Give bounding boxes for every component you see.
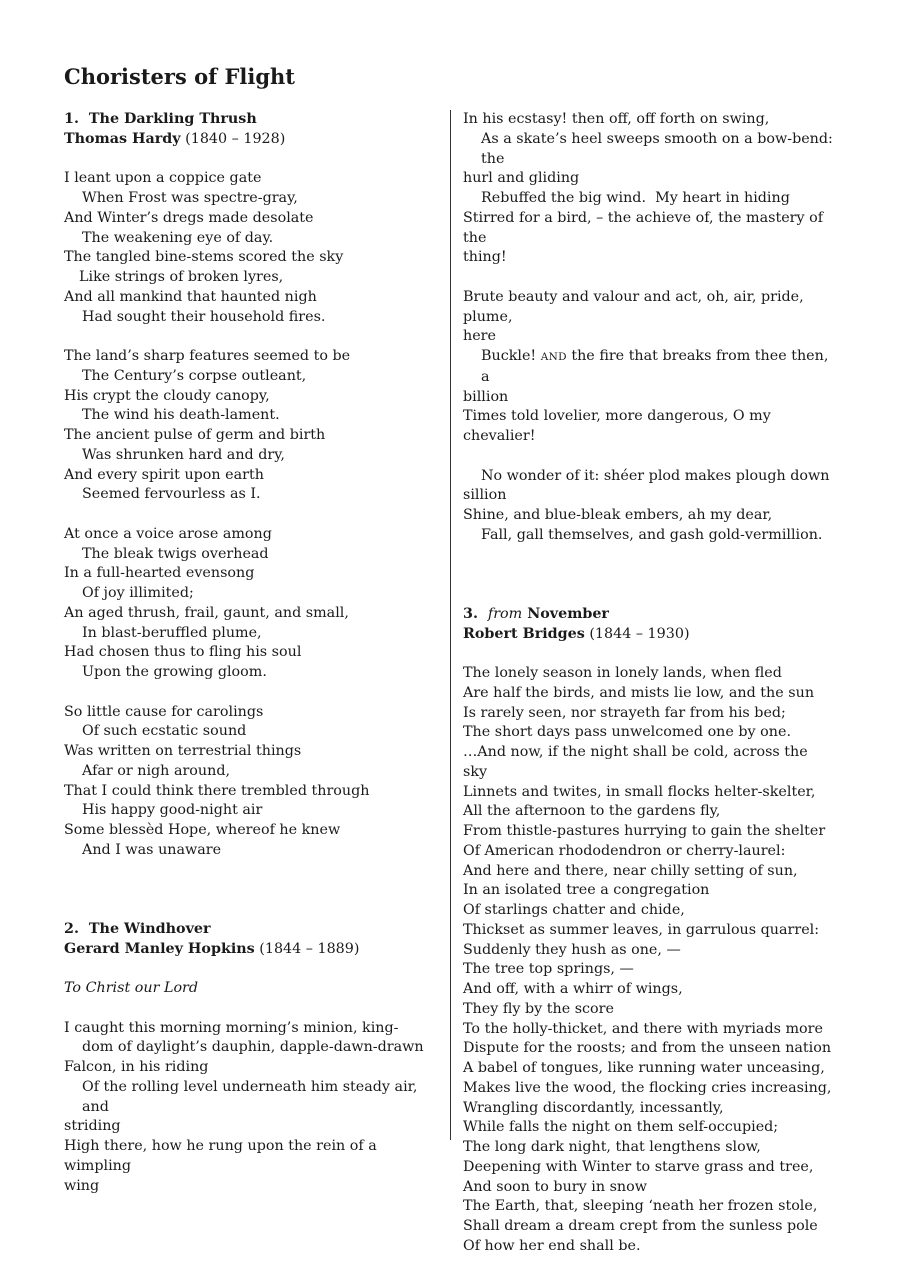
poem2-stanza-1-part-1 xyxy=(64,1019,436,1197)
small-caps-and: AND xyxy=(540,351,567,363)
poem-line: Dispute for the roosts; and from the unseen nation xyxy=(463,1040,832,1057)
poem-line: Stirred for a bird, – the achieve of, the mastery of the xyxy=(463,209,828,246)
page-title: Choristers of Flight xyxy=(64,64,295,89)
poem-line: And all mankind that haunted nigh xyxy=(64,288,317,305)
blank xyxy=(64,880,436,900)
poem-line: Was written on terrestrial things xyxy=(64,743,302,759)
poem-line: In blast-beruffled plume, xyxy=(82,624,262,641)
poem-line: They fly by the score xyxy=(463,1000,614,1017)
poem-line: Thickset as summer leaves, in garrulous quarrel: xyxy=(463,921,820,938)
poem1-dates: (1840 – 1928) xyxy=(185,130,286,147)
poem-line: The Century’s corpse outleant, xyxy=(82,367,307,384)
poem-line: And every spirit upon earth xyxy=(64,466,264,483)
poem-line: Afar or nigh around, xyxy=(82,762,231,779)
poem-line: The tree top springs, — xyxy=(463,961,634,978)
poem1-byline xyxy=(64,130,436,150)
poem2-byline xyxy=(64,940,436,960)
poem-line: The lonely season in lonely lands, when fled xyxy=(463,665,782,681)
poem-line: Had sought their household fires. xyxy=(82,308,326,325)
poem-line: Times told lovelier, more dangerous, O my chevalier! xyxy=(463,408,776,444)
poem2-title: The Windhover xyxy=(88,920,211,937)
poem-line: While falls the night on them self-occupied; xyxy=(463,1119,779,1136)
poem-line: The Earth, that, sleeping ‘neath her frozen stole, xyxy=(463,1198,818,1215)
poem-line: hurl and gliding xyxy=(463,170,580,187)
poem-line: wing xyxy=(64,1177,100,1194)
poem-line: Makes live the wood, the flocking cries increasing, xyxy=(463,1079,832,1096)
right-column xyxy=(463,110,838,1257)
poem2-stanza-2 xyxy=(463,288,835,447)
poem-line: And off, with a whirr of wings, xyxy=(463,981,683,997)
poem-line: billion xyxy=(463,388,509,405)
poem-line: Of starlings chatter and chide, xyxy=(463,902,685,918)
blank xyxy=(64,327,436,347)
poem-line: Shine, and blue-bleak embers, ah my dear, xyxy=(463,507,773,523)
poem-line: In an isolated tree a congregation xyxy=(463,882,710,899)
poem3-dates: (1844 – 1930) xyxy=(589,625,690,642)
poem-line: I caught this morning morning’s minion, king- xyxy=(64,1019,399,1036)
poem-line: Of how her end shall be. xyxy=(463,1237,641,1254)
blank xyxy=(463,585,835,605)
poem2-number: 2. xyxy=(64,920,79,937)
poem-line: Is rarely seen, nor strayeth far from his bed; xyxy=(463,704,786,721)
poem-line: Fall, gall themselves, and gash gold-vermillion. xyxy=(481,526,823,543)
poem-line: I leant upon a coppice gate xyxy=(64,170,262,187)
poem-line: His crypt the cloudy canopy, xyxy=(64,387,270,404)
poem-line-buckle xyxy=(463,347,835,388)
poem-line: And Winter’s dregs made desolate xyxy=(64,209,314,226)
blank xyxy=(64,683,436,703)
poem2-author: Gerard Manley Hopkins xyxy=(64,940,255,957)
blank xyxy=(463,546,835,566)
poem3-heading xyxy=(463,605,835,625)
poem-line: The short days pass unwelcomed one by one. xyxy=(463,724,791,741)
poem3-byline xyxy=(463,625,835,645)
poem-line: From thistle-pastures hurrying to gain the shelter xyxy=(463,823,826,839)
poem-line: dom of daylight’s dauphin, dapple-dawn-drawn xyxy=(82,1039,424,1056)
poem-line: So little cause for carolings xyxy=(64,703,264,720)
poem-line: No wonder of it: shéer plod makes plough down xyxy=(481,467,830,484)
poem-line: The bleak twigs overhead xyxy=(82,545,269,562)
poem-line: Seemed fervourless as I. xyxy=(82,486,261,503)
blank xyxy=(64,900,436,920)
buckle-pre: Buckle! xyxy=(481,348,541,364)
poem3-number: 3. xyxy=(463,605,478,622)
poem2-dedication: To Christ our Lord xyxy=(64,980,199,996)
poem-line: To the holly-thicket, and there with myriads more xyxy=(463,1020,823,1037)
poem-line: And here and there, near chilly setting of sun, xyxy=(463,862,798,879)
poem-line: When Frost was spectre-gray, xyxy=(82,190,298,206)
poem-line: Brute beauty and valour and act, oh, air, pride, plume, xyxy=(463,288,809,325)
poem-line: Deepening with Winter to starve grass and tree, xyxy=(463,1158,814,1175)
poem2-dates: (1844 – 1889) xyxy=(259,940,360,957)
poem-line: The land’s sharp features seemed to be xyxy=(64,348,351,364)
poem-line: striding xyxy=(64,1118,121,1135)
blank xyxy=(463,644,835,664)
poem-line: Of joy illimited; xyxy=(82,585,194,601)
poem-line: As a skate’s heel sweeps smooth on a bow-bend: the xyxy=(481,130,838,167)
poem-line: Had chosen thus to fling his soul xyxy=(64,644,302,661)
poem-line: Are half the birds, and mists lie low, and the sun xyxy=(463,684,815,701)
poem1-author: Thomas Hardy xyxy=(64,130,181,147)
left-column xyxy=(64,110,436,1196)
poem-line: In a full-hearted evensong xyxy=(64,565,255,582)
buckle-post: the fire that breaks from thee then, a xyxy=(481,348,833,385)
poem1-number: 1. xyxy=(64,111,79,127)
poem-line: An aged thrush, frail, gaunt, and small, xyxy=(64,604,349,621)
poem-line: thing! xyxy=(463,249,507,266)
poem-line: …And now, if the night shall be cold, across the sky xyxy=(463,744,813,780)
poem2-stanza-1-part-2 xyxy=(463,110,838,268)
blank xyxy=(64,150,436,170)
poem-line: At once a voice arose among xyxy=(64,525,272,542)
blank xyxy=(64,999,436,1019)
poem-line: And I was unaware xyxy=(82,841,222,858)
poem-line: In his ecstasy! then off, off forth on swing, xyxy=(463,111,770,127)
poem-line: The long dark night, that lengthens slow, xyxy=(463,1139,761,1155)
poem-line: The tangled bine-stems scored the sky xyxy=(64,249,344,266)
poem-line: Of American rhododendron or cherry-laurel: xyxy=(463,842,786,859)
poem-line: That I could think there trembled through xyxy=(64,782,370,799)
blank xyxy=(64,505,436,525)
poem1-stanza-2 xyxy=(64,347,436,505)
blank xyxy=(463,447,835,467)
poem-line: The weakening eye of day. xyxy=(82,229,274,246)
poem-line: here xyxy=(463,328,496,345)
poem3-from: from xyxy=(487,605,523,622)
poem-line: High there, how he rung upon the rein of a wimpling xyxy=(64,1138,382,1174)
poem1-stanza-3 xyxy=(64,525,436,683)
poem-line: Linnets and twites, in small flocks helter-skelter, xyxy=(463,783,816,800)
poem-line: Like strings of broken lyres, xyxy=(79,269,284,285)
poem-line: A babel of tongues, like running water unceasing, xyxy=(463,1060,825,1076)
blank xyxy=(463,565,835,585)
poem-line: And soon to bury in snow xyxy=(463,1178,647,1195)
blank xyxy=(64,959,436,979)
poem-line: Falcon, in his riding xyxy=(64,1059,209,1075)
poem-line: The ancient pulse of germ and birth xyxy=(64,427,326,443)
poem3-title: November xyxy=(527,605,609,622)
poem1-stanza-4 xyxy=(64,703,436,861)
poem1-title: The Darkling Thrush xyxy=(88,111,257,127)
poem3-body xyxy=(463,664,835,1257)
poem-line: His happy good-night air xyxy=(82,802,263,819)
column-divider xyxy=(450,110,451,1140)
blank xyxy=(64,861,436,881)
poem1-heading xyxy=(64,110,436,130)
poem1-stanza-1 xyxy=(64,169,436,327)
poem-line: Was shrunken hard and dry, xyxy=(82,446,285,463)
blank xyxy=(463,268,835,288)
poem-line: The wind his death-lament. xyxy=(82,407,280,424)
poem-line: All the afternoon to the gardens fly, xyxy=(463,803,721,820)
poem3-author: Robert Bridges xyxy=(463,625,585,642)
poem-line: Of the rolling level underneath him steady air, and xyxy=(82,1078,422,1115)
poem-line: Some blessèd Hope, whereof he knew xyxy=(64,822,341,838)
poem-line: Of such ecstatic sound xyxy=(82,723,247,740)
poem-line: Suddenly they hush as one, — xyxy=(463,941,681,958)
poem-line: Shall dream a dream crept from the sunless pole xyxy=(463,1218,818,1234)
poem-line: Upon the growing gloom. xyxy=(82,664,267,680)
poem-line: Wrangling discordantly, incessantly, xyxy=(463,1099,724,1116)
poem-line: Rebuffed the big wind. My heart in hiding xyxy=(481,190,790,206)
poem2-stanza-3 xyxy=(463,467,835,546)
poem2-heading xyxy=(64,920,436,940)
poem-line: sillion xyxy=(463,487,507,504)
